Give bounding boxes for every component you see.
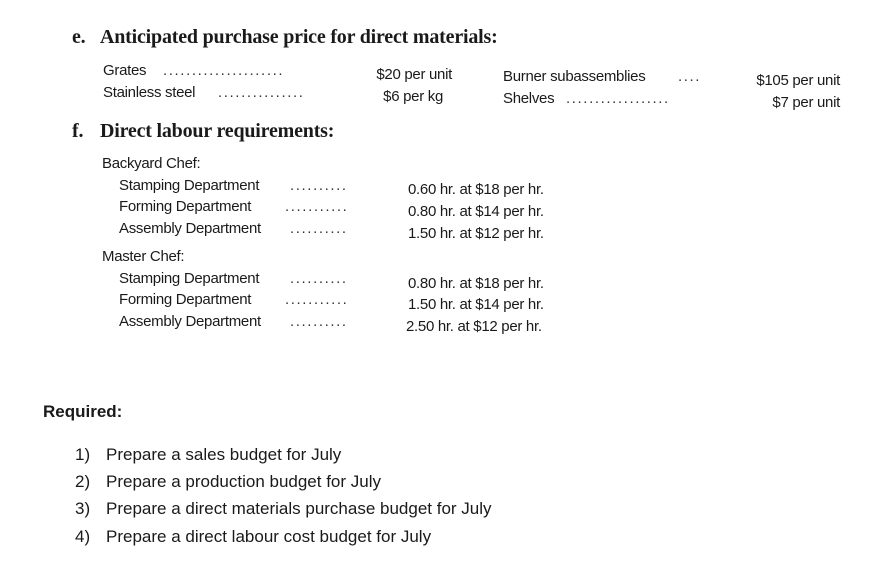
leader-dots: ........... xyxy=(285,291,349,308)
material-label-burner-subassemblies: Burner subassemblies xyxy=(503,68,646,85)
required-item-text: Prepare a direct materials purchase budget for July xyxy=(106,499,492,518)
required-item-text: Prepare a direct labour cost budget for July xyxy=(106,527,432,546)
material-label-grates: Grates xyxy=(103,62,147,79)
labour-rate-assembly: 1.50 hr. at $12 per hr. xyxy=(408,225,544,242)
material-price-stainless-steel: $6 per kg xyxy=(383,88,443,105)
section-e-title: Anticipated purchase price for direct materials: xyxy=(100,26,498,48)
labour-rate-assembly: 2.50 hr. at $12 per hr. xyxy=(406,318,542,335)
dept-label-assembly: Assembly Department xyxy=(119,220,261,237)
leader-dots: .......... xyxy=(290,220,348,237)
product-name-master-chef: Master Chef: xyxy=(102,248,185,265)
required-item-number: 2) xyxy=(75,472,91,491)
dept-label-forming: Forming Department xyxy=(119,198,252,215)
section-f-letter: f. xyxy=(72,120,84,142)
dept-label-stamping: Stamping Department xyxy=(119,177,260,194)
required-item-text: Prepare a production budget for July xyxy=(106,472,382,491)
material-label-shelves: Shelves xyxy=(503,90,555,107)
leader-dots: ..................... xyxy=(163,62,285,79)
leader-dots: ........... xyxy=(285,198,349,215)
section-e-letter: e. xyxy=(72,26,86,48)
leader-dots: .................. xyxy=(566,90,670,107)
leader-dots: ............... xyxy=(218,84,305,101)
leader-dots: .......... xyxy=(290,313,348,330)
section-f-title: Direct labour requirements: xyxy=(100,120,335,142)
leader-dots: .......... xyxy=(290,177,348,194)
product-name-backyard-chef: Backyard Chef: xyxy=(102,155,201,172)
required-item-text: Prepare a sales budget for July xyxy=(106,445,342,464)
leader-dots: .......... xyxy=(290,270,348,287)
labour-rate-forming: 0.80 hr. at $14 per hr. xyxy=(408,203,544,220)
required-item-number: 1) xyxy=(75,445,91,464)
required-item-number: 4) xyxy=(75,527,91,546)
required-item-number: 3) xyxy=(75,499,91,518)
dept-label-assembly: Assembly Department xyxy=(119,313,261,330)
labour-rate-forming: 1.50 hr. at $14 per hr. xyxy=(408,296,544,313)
material-price-shelves: $7 per unit xyxy=(772,94,840,111)
dept-label-stamping: Stamping Department xyxy=(119,270,260,287)
required-heading: Required: xyxy=(43,402,123,421)
material-price-burner-subassemblies: $105 per unit xyxy=(756,72,840,89)
material-label-stainless-steel: Stainless steel xyxy=(103,84,196,101)
labour-rate-stamping: 0.60 hr. at $18 per hr. xyxy=(408,181,544,198)
leader-dots: .... xyxy=(678,68,702,85)
labour-rate-stamping: 0.80 hr. at $18 per hr. xyxy=(408,275,544,292)
dept-label-forming: Forming Department xyxy=(119,291,252,308)
material-price-grates: $20 per unit xyxy=(376,66,452,83)
